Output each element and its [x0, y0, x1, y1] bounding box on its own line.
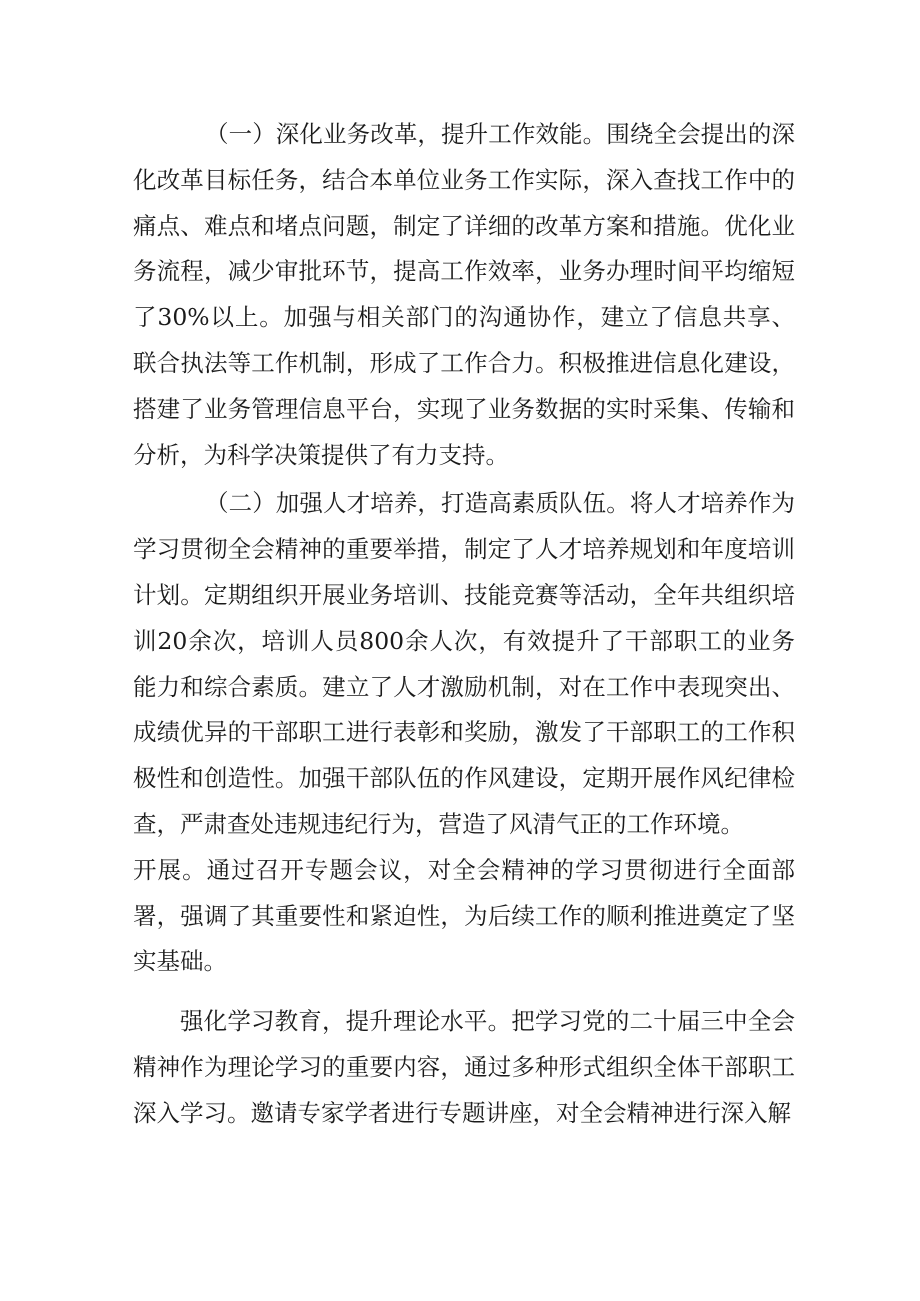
document-body: [133, 112, 795, 1137]
paragraph-business-reform: （一）深化业务改革，提升工作效能。围绕全会提出的深化改革目标任务，结合本单位业务工作实际，深入查找工作中的痛点、难点和堵点问题，制定了详细的改革方案和措施。优化业务流程，减少审批环节，提高工作效率，业务办理时间平均缩短了30%以上。加强与相关部门的沟通协作，建立了信息共享、联合执法等工作机制，形成了工作合力。积极推进信息化建设，搭建了业务管理信息平台，实现了业务数据的实时采集、传输和分析，为科学决策提供了有力支持。: [133, 120, 795, 469]
paragraph-meeting-deployment: 开展。通过召开专题会议，对全会精神的学习贯彻进行全面部署，强调了其重要性和紧迫性，为后续工作的顺利推进奠定了坚实基础。: [133, 855, 795, 976]
paragraph-study-education: 强化学习教育，提升理论水平。把学习党的二十届三中全会精神作为理论学习的重要内容，通过多种形式组织全体干部职工深入学习。邀请专家学者进行专题讲座，对全会精神进行深入解: [133, 1007, 795, 1127]
paragraph-talent-training: （二）加强人才培养，打造高素质队伍。将人才培养作为学习贯彻全会精神的重要举措，制定了人才培养规划和年度培训计划。定期组织开展业务培训、技能竞赛等活动，全年共组织培训20余次，培训人员800余人次，有效提升了干部职工的业务能力和综合素质。建立了人才激励机制，对在工作中表现突出、成绩优异的干部职工进行表彰和奖励，激发了干部职工的工作积极性和创造性。加强干部队伍的作风建设，定期开展作风纪律检查，严肃查处违规违纪行为，营造了风清气正的工作环境。: [133, 489, 795, 838]
